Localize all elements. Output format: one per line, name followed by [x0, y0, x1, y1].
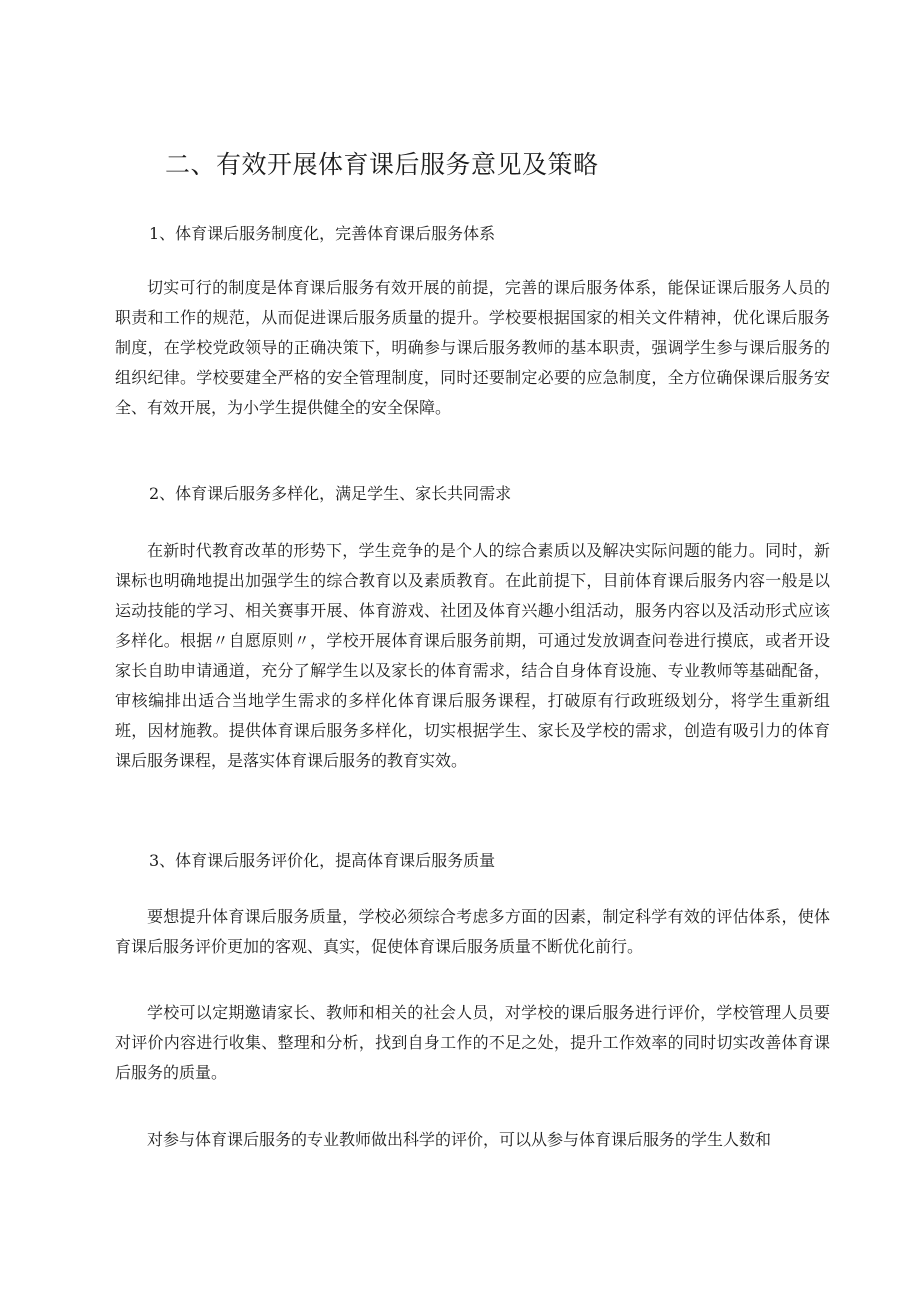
paragraph-5: 对参与体育课后服务的专业教师做出科学的评价，可以从参与体育课后服务的学生人数和 — [147, 1130, 772, 1149]
paragraph-1: 切实可行的制度是体育课后服务有效开展的前提，完善的课后服务体系，能保证课后服务人员的职责和工作的规范，从而促进课后服务质量的提升。学校要根据国家的相关文件精神，优化课后服务制度，在学校党政领导的正确决策下，明确参与课后服务教师的基本职责，强调学生参与课后服务的组织纪律。学校要建全严格的安全管理制度，同时还要制定必要的应急制度，全方位确保课后服务安全、有效开展，为小学生提供健全的安全保障。 — [115, 278, 830, 417]
paragraph-4: 学校可以定期邀请家长、教师和相关的社会人员，对学校的课后服务进行评价，学校管理人员要对评价内容进行收集、整理和分析，找到自身工作的不足之处，提升工作效率的同时切实改善体育课后服务的质量。 — [115, 1003, 830, 1082]
subheading-1: 1、体育课后服务制度化，完善体育课后服务体系 — [149, 224, 496, 243]
paragraph-2: 在新时代教育改革的形势下，学生竞争的是个人的综合素质以及解决实际问题的能力。同时，新课标也明确地提出加强学生的综合教育以及素质教育。在此前提下，目前体育课后服务内容一般是以运动技能的学习、相关赛事开展、体育游戏、社团及体育兴趣小组活动，服务内容以及活动形式应该多样化。根据〃自愿原则〃，学校开展体育课后服务前期，可通过发放调查问卷进行摸底，或者开设家长自助申请通道，充分了解学生以及家长的体育需求，结合自身体育设施、专业教师等基础配备，审核编排出适合当地学生需求的多样化体育课后服务课程，打破原有行政班级划分，将学生重新组班，因材施教。提供体育课后服务多样化，切实根据学生、家长及学校的需求，创造有吸引力的体育课后服务课程，是落实体育课后服务的教育实效。 — [115, 541, 830, 770]
paragraph-3: 要想提升体育课后服务质量，学校必须综合考虑多方面的因素，制定科学有效的评估体系，使体育课后服务评价更加的客观、真实，促使体育课后服务质量不断优化前行。 — [115, 907, 830, 956]
section-title: 二、有效开展体育课后服务意见及策略 — [165, 150, 599, 179]
subheading-3: 3、体育课后服务评价化，提高体育课后服务质量 — [149, 851, 496, 870]
subheading-2: 2、体育课后服务多样化，满足学生、家长共同需求 — [149, 484, 512, 503]
